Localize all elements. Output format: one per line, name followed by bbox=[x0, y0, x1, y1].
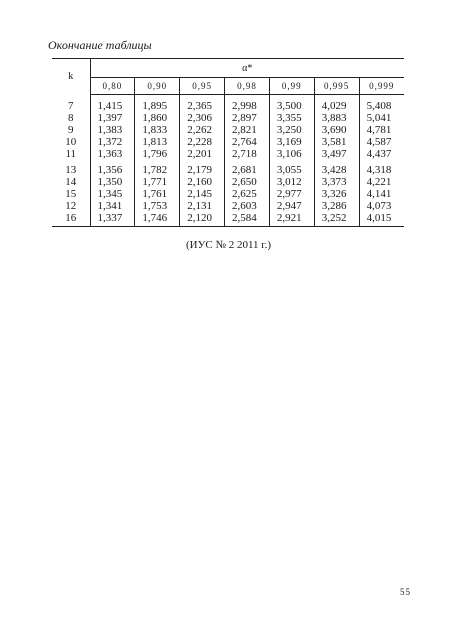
column-header: 0,999 bbox=[359, 78, 404, 95]
table-cell: 3,106 bbox=[269, 148, 314, 160]
row-k-cell: 7 bbox=[52, 95, 90, 113]
table-cell: 1,860 bbox=[135, 112, 180, 124]
table-cell: 4,318 bbox=[366, 164, 392, 176]
table-cell: 4,587 bbox=[366, 136, 392, 148]
table-cell: 3,428 bbox=[314, 160, 359, 176]
column-header: 0,90 bbox=[135, 78, 180, 95]
table-cell: 2,821 bbox=[225, 124, 270, 136]
table-cell: 3,286 bbox=[314, 200, 359, 212]
row-k-cell: 10 bbox=[52, 136, 90, 148]
page-number: 55 bbox=[400, 587, 411, 597]
table-cell: 4,073 bbox=[366, 200, 392, 212]
table-header bbox=[52, 59, 404, 95]
footnote: (ИУС № 2 2011 г.) bbox=[185, 239, 271, 251]
table-cell: 2,365 bbox=[180, 95, 225, 113]
table-cell: 3,373 bbox=[314, 176, 359, 188]
table-cell: 2,179 bbox=[180, 160, 225, 176]
table-cell: 1,796 bbox=[135, 148, 180, 160]
table-cell: 4,029 bbox=[314, 95, 359, 113]
table-cell: 2,681 bbox=[225, 160, 270, 176]
table-cell: 4,437 bbox=[366, 148, 392, 160]
table-row bbox=[52, 212, 404, 227]
table-cell: 3,883 bbox=[314, 112, 359, 124]
table-cell: 2,650 bbox=[225, 176, 270, 188]
column-header: 0,98 bbox=[225, 78, 270, 95]
table-row bbox=[52, 176, 404, 188]
table-cell: 3,500 bbox=[269, 95, 314, 113]
table-cell: 3,252 bbox=[314, 212, 359, 227]
table-row bbox=[52, 136, 404, 148]
table-row bbox=[52, 112, 404, 124]
table-cell: 3,055 bbox=[269, 160, 314, 176]
table-cell: 2,584 bbox=[225, 212, 270, 227]
table-cell: 4,015 bbox=[359, 212, 404, 227]
table-body bbox=[52, 95, 404, 227]
table-cell: 2,306 bbox=[180, 112, 225, 124]
table-row bbox=[52, 148, 404, 160]
table-cell: 1,753 bbox=[135, 200, 180, 212]
column-header: 0,99 bbox=[269, 78, 314, 95]
table-cell: 2,131 bbox=[180, 200, 225, 212]
table-cell: 2,145 bbox=[180, 188, 225, 200]
table-cell: 2,998 bbox=[225, 95, 270, 113]
table-cell: 3,326 bbox=[314, 188, 359, 200]
quantile-table bbox=[52, 58, 404, 227]
table-cell: 1,782 bbox=[135, 160, 180, 176]
table-cell: 2,262 bbox=[180, 124, 225, 136]
row-k-cell: 15 bbox=[52, 188, 90, 200]
table-cell: 1,771 bbox=[135, 176, 180, 188]
table-cell: 2,603 bbox=[225, 200, 270, 212]
table-row bbox=[52, 200, 404, 212]
column-header: 0,80 bbox=[90, 78, 135, 95]
table-cell: 2,947 bbox=[269, 200, 314, 212]
table-cell: 3,497 bbox=[314, 148, 359, 160]
row-k-cell: 13 bbox=[52, 160, 90, 176]
table-cell: 1,345 bbox=[90, 188, 135, 200]
group-header-alpha: α* bbox=[90, 59, 404, 78]
table-row bbox=[52, 188, 404, 200]
table-cell: 1,383 bbox=[90, 124, 135, 136]
table-cell: 1,337 bbox=[90, 212, 135, 227]
table-cell: 3,355 bbox=[269, 112, 314, 124]
table-cell: 1,372 bbox=[90, 136, 135, 148]
table-cell: 3,690 bbox=[314, 124, 359, 136]
table-cell: 2,120 bbox=[180, 212, 225, 227]
table-cell: 1,761 bbox=[135, 188, 180, 200]
column-header: 0,95 bbox=[180, 78, 225, 95]
table-cell: 3,169 bbox=[269, 136, 314, 148]
table-cell: 5,041 bbox=[366, 112, 392, 124]
table-cell: 1,813 bbox=[135, 136, 180, 148]
table-cell: 1,356 bbox=[90, 160, 135, 176]
table-cell: 2,921 bbox=[269, 212, 314, 227]
table-row bbox=[52, 95, 404, 113]
table-cell: 1,833 bbox=[135, 124, 180, 136]
row-k-cell: 14 bbox=[52, 176, 90, 188]
table-cell: 2,228 bbox=[180, 136, 225, 148]
table-row bbox=[52, 124, 404, 136]
row-k-cell: 16 bbox=[52, 212, 90, 227]
table-cell: 3,012 bbox=[269, 176, 314, 188]
row-header-k: k bbox=[52, 59, 90, 95]
table-cell: 4,141 bbox=[366, 188, 392, 200]
table-cell: 4,781 bbox=[366, 124, 392, 136]
table-cell: 2,160 bbox=[180, 176, 225, 188]
table-cell: 1,363 bbox=[90, 148, 135, 160]
column-header-row bbox=[52, 78, 404, 95]
table-cell: 1,415 bbox=[90, 95, 135, 113]
data-table bbox=[52, 58, 404, 227]
row-k-cell: 8 bbox=[52, 112, 90, 124]
table-cell: 1,350 bbox=[90, 176, 135, 188]
table-caption: Окончание таблицы bbox=[48, 38, 152, 52]
table-cell: 1,341 bbox=[90, 200, 135, 212]
column-header: 0,995 bbox=[314, 78, 359, 95]
table-cell: 1,895 bbox=[135, 95, 180, 113]
table-cell: 2,897 bbox=[225, 112, 270, 124]
table-cell: 2,977 bbox=[269, 188, 314, 200]
table-cell: 3,250 bbox=[269, 124, 314, 136]
row-k-cell: 12 bbox=[52, 200, 90, 212]
table-cell: 4,221 bbox=[366, 176, 392, 188]
table-cell: 2,764 bbox=[225, 136, 270, 148]
table-cell: 1,397 bbox=[90, 112, 135, 124]
table-cell: 2,625 bbox=[225, 188, 270, 200]
table-row bbox=[52, 160, 404, 176]
row-k-cell: 9 bbox=[52, 124, 90, 136]
table-cell: 3,581 bbox=[314, 136, 359, 148]
table-cell: 1,746 bbox=[135, 212, 180, 227]
row-k-cell: 11 bbox=[52, 148, 90, 160]
table-cell: 2,718 bbox=[225, 148, 270, 160]
table-cell: 5,408 bbox=[366, 100, 392, 112]
table-cell: 2,201 bbox=[180, 148, 225, 160]
